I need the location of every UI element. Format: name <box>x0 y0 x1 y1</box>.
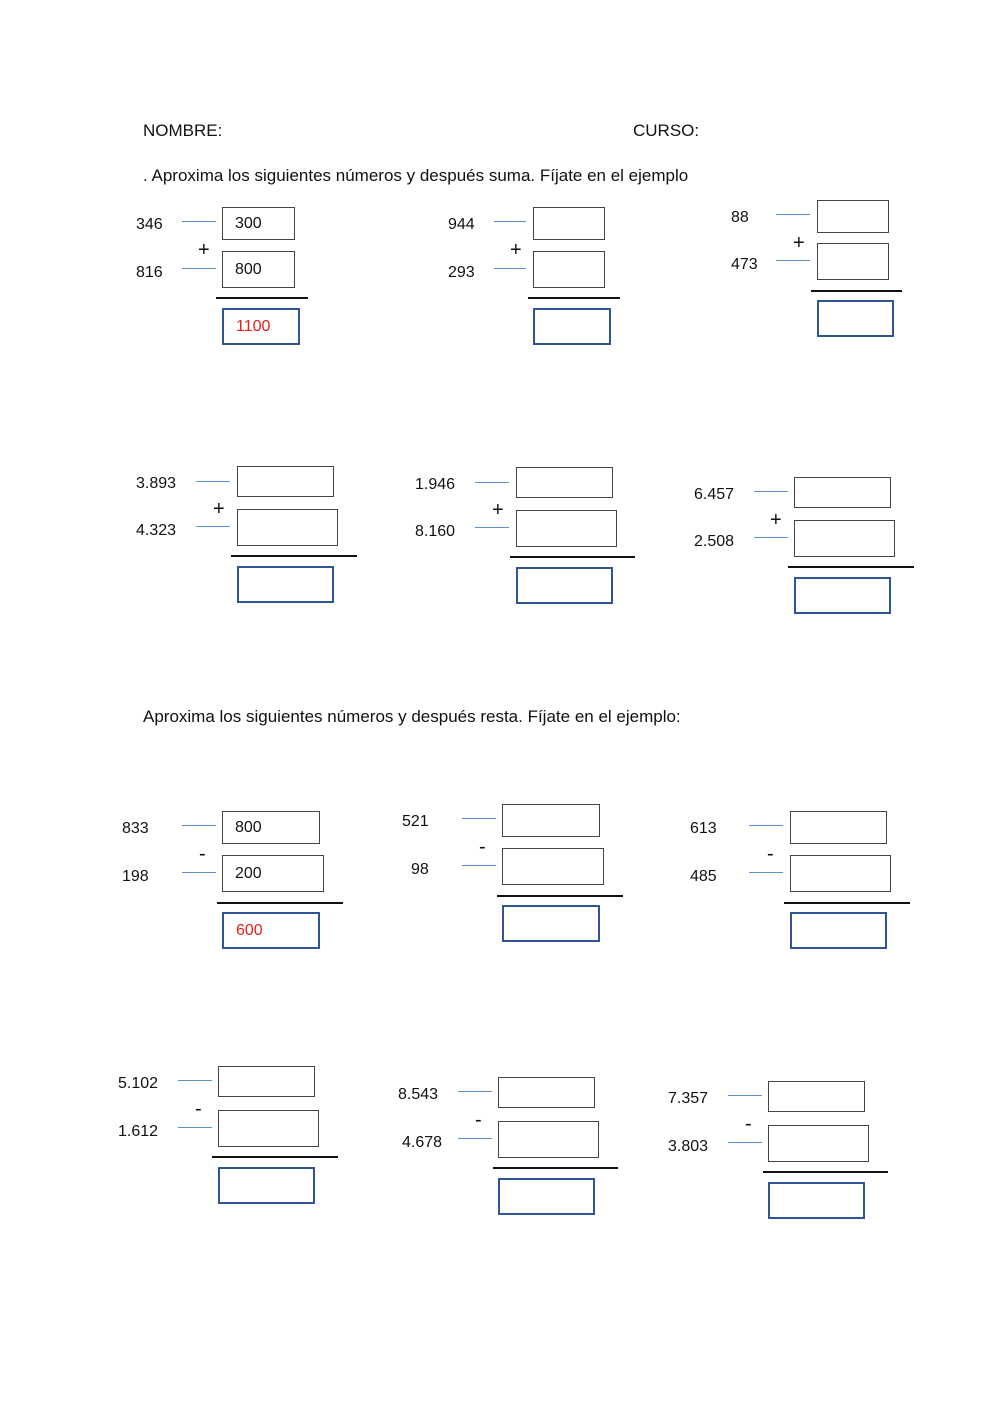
difference-rule <box>497 895 623 897</box>
connector-line <box>196 481 230 482</box>
result-box[interactable] <box>218 1167 315 1204</box>
difference-rule <box>212 1156 338 1158</box>
addition-instruction: . Aproxima los siguientes números y después suma. Fíjate en el ejemplo <box>143 166 689 185</box>
connector-line <box>776 260 810 261</box>
plus-sign: + <box>198 239 210 261</box>
connector-line <box>754 491 788 492</box>
minus-sign: - <box>199 843 206 865</box>
number-a: 613 <box>690 820 717 837</box>
number-a: 8.543 <box>398 1086 439 1103</box>
number-b: 3.803 <box>668 1138 709 1155</box>
approx-b-box[interactable] <box>817 243 889 280</box>
connector-line <box>728 1095 762 1096</box>
connector-line <box>749 872 783 873</box>
approx-b-box[interactable]: 800 <box>222 251 295 288</box>
number-a: 346 <box>136 216 163 233</box>
result-box[interactable] <box>498 1178 595 1215</box>
name-label: NOMBRE: <box>143 121 223 140</box>
sum-rule <box>216 297 308 299</box>
connector-line <box>776 214 810 215</box>
connector-line <box>462 818 496 819</box>
result-box[interactable] <box>502 905 600 942</box>
connector-line <box>462 865 496 866</box>
approx-a-box[interactable] <box>817 200 889 233</box>
result-box[interactable] <box>533 308 611 345</box>
number-b: 98 <box>411 861 429 878</box>
approx-a-box[interactable] <box>498 1077 595 1108</box>
approx-a-box[interactable] <box>237 466 334 497</box>
approx-b-box[interactable] <box>768 1125 869 1162</box>
approx-b-box[interactable] <box>237 509 338 546</box>
connector-line <box>458 1138 492 1139</box>
connector-line <box>754 537 788 538</box>
number-b: 1.612 <box>118 1123 159 1140</box>
connector-line <box>475 527 509 528</box>
course-label: CURSO: <box>633 121 700 140</box>
number-a: 521 <box>402 813 429 830</box>
number-b: 485 <box>690 868 717 885</box>
number-a: 833 <box>122 820 149 837</box>
connector-line <box>458 1091 492 1092</box>
number-b: 198 <box>122 868 149 885</box>
approx-b-box[interactable]: 200 <box>222 855 324 892</box>
approx-b-box[interactable] <box>516 510 617 547</box>
result-box[interactable] <box>516 567 613 604</box>
number-b: 4.678 <box>402 1134 443 1151</box>
number-a: 3.893 <box>136 475 177 492</box>
approx-a-box[interactable] <box>790 811 887 844</box>
connector-line <box>182 268 216 269</box>
number-b: 2.508 <box>694 533 735 550</box>
sum-rule <box>510 556 635 558</box>
connector-line <box>182 872 216 873</box>
connector-line <box>475 482 509 483</box>
result-box[interactable]: 600 <box>222 912 320 949</box>
minus-sign: - <box>745 1113 752 1135</box>
approx-a-box[interactable] <box>768 1081 865 1112</box>
connector-line <box>182 221 216 222</box>
number-b: 293 <box>448 264 475 281</box>
subtraction-instruction: Aproxima los siguientes números y después resta. Fíjate en el ejemplo: <box>143 707 681 726</box>
connector-line <box>728 1142 762 1143</box>
approx-a-box[interactable]: 800 <box>222 811 320 844</box>
approx-a-box[interactable] <box>502 804 600 837</box>
difference-rule <box>763 1171 888 1173</box>
plus-sign: + <box>793 232 805 254</box>
approx-a-box[interactable] <box>533 207 605 240</box>
minus-sign: - <box>475 1109 482 1131</box>
minus-sign: - <box>767 843 774 865</box>
difference-rule <box>493 1167 618 1169</box>
connector-line <box>178 1080 212 1081</box>
approx-a-box[interactable] <box>794 477 891 508</box>
connector-line <box>196 526 230 527</box>
result-box[interactable] <box>790 912 887 949</box>
connector-line <box>182 825 216 826</box>
plus-sign: + <box>510 239 522 261</box>
sum-rule <box>231 555 357 557</box>
minus-sign: - <box>195 1098 202 1120</box>
connector-line <box>749 825 783 826</box>
approx-a-box[interactable] <box>218 1066 315 1097</box>
approx-b-box[interactable] <box>790 855 891 892</box>
sum-rule <box>788 566 914 568</box>
number-b: 473 <box>731 256 758 273</box>
approx-b-box[interactable] <box>218 1110 319 1147</box>
sum-rule <box>528 297 620 299</box>
connector-line <box>494 221 526 222</box>
approx-b-box[interactable] <box>533 251 605 288</box>
plus-sign: + <box>213 498 225 520</box>
approx-a-box[interactable] <box>516 467 613 498</box>
result-box[interactable]: 1100 <box>222 308 300 345</box>
result-box[interactable] <box>794 577 891 614</box>
plus-sign: + <box>492 499 504 521</box>
number-b: 816 <box>136 264 163 281</box>
approx-b-box[interactable] <box>794 520 895 557</box>
minus-sign: - <box>479 836 486 858</box>
number-a: 6.457 <box>694 486 735 503</box>
approx-b-box[interactable] <box>502 848 604 885</box>
number-a: 88 <box>731 209 749 226</box>
connector-line <box>178 1127 212 1128</box>
number-a: 7.357 <box>668 1090 709 1107</box>
connector-line <box>494 268 526 269</box>
approx-b-box[interactable] <box>498 1121 599 1158</box>
difference-rule <box>217 902 343 904</box>
plus-sign: + <box>770 509 782 531</box>
result-box[interactable] <box>237 566 334 603</box>
number-a: 1.946 <box>415 476 456 493</box>
result-box[interactable] <box>817 300 894 337</box>
difference-rule <box>784 902 910 904</box>
number-b: 4.323 <box>136 522 177 539</box>
approx-a-box[interactable]: 300 <box>222 207 295 240</box>
number-b: 8.160 <box>415 523 456 540</box>
number-a: 5.102 <box>118 1075 159 1092</box>
result-box[interactable] <box>768 1182 865 1219</box>
sum-rule <box>811 290 902 292</box>
number-a: 944 <box>448 216 475 233</box>
